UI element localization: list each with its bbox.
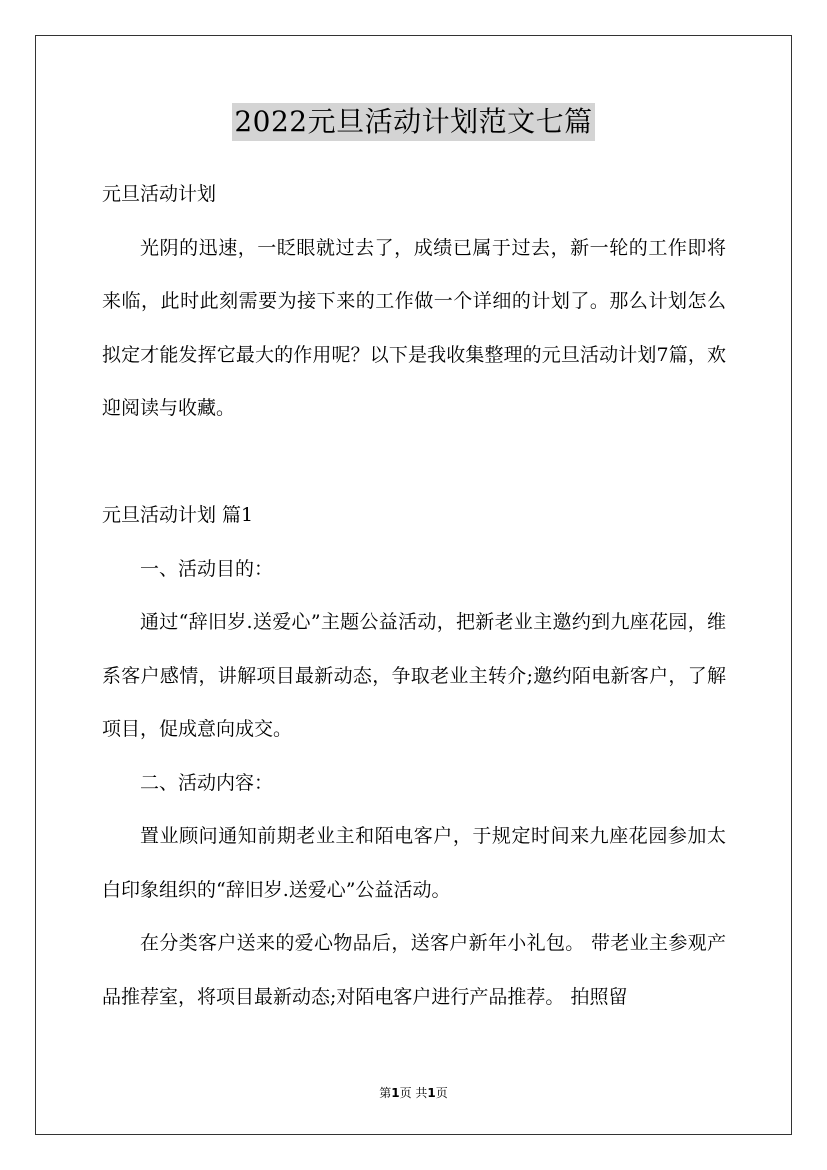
- subheading: 二、活动内容：: [140, 771, 274, 794]
- blank-line: [102, 436, 726, 490]
- section-heading: 元旦活动计划 篇1: [102, 504, 254, 526]
- body-paragraph: 置业顾问通知前期老业主和陌电客户，于规定时间来九座花园参加太白印象组织的“辞旧岁.送爱心”公益活动。: [102, 825, 726, 901]
- body-paragraph: 通过“辞旧岁.送爱心”主题公益活动，把新老业主邀约到九座花园，维系客户感情，讲解项目最新动态，争取老业主转介;邀约陌电新客户，了解项目，促成意向成交。: [102, 611, 726, 740]
- intro-paragraph: 光阴的迅速，一眨眼就过去了，成绩已属于过去，新一轮的工作即将来临，此时此刻需要为接下来的工作做一个详细的计划了。那么计划怎么拟定才能发挥它最大的作用呢？以下是我收集整理的元旦活动计划7篇，欢迎阅读与收藏。: [102, 236, 726, 419]
- document-title: 2022元旦活动计划范文七篇: [232, 103, 594, 141]
- page-footer: [0, 1084, 827, 1102]
- page-label-mid: 页 共: [399, 1086, 428, 1100]
- body-paragraph: 在分类客户送来的爱心物品后，送客户新年小礼包。 带老业主参观产品推荐室，将项目最新动态;对陌电客户进行产品推荐。 拍照留: [102, 932, 726, 1008]
- page-total-number: 1: [427, 1086, 436, 1100]
- page-label-prefix: 第: [379, 1086, 392, 1100]
- title-container: [0, 103, 827, 141]
- document-body: [102, 168, 726, 1024]
- page-label-suffix: 页: [435, 1086, 448, 1100]
- subheading: 一、活动目的：: [140, 557, 274, 580]
- section-heading: 元旦活动计划: [102, 183, 217, 205]
- page-current-number: 1: [391, 1086, 400, 1100]
